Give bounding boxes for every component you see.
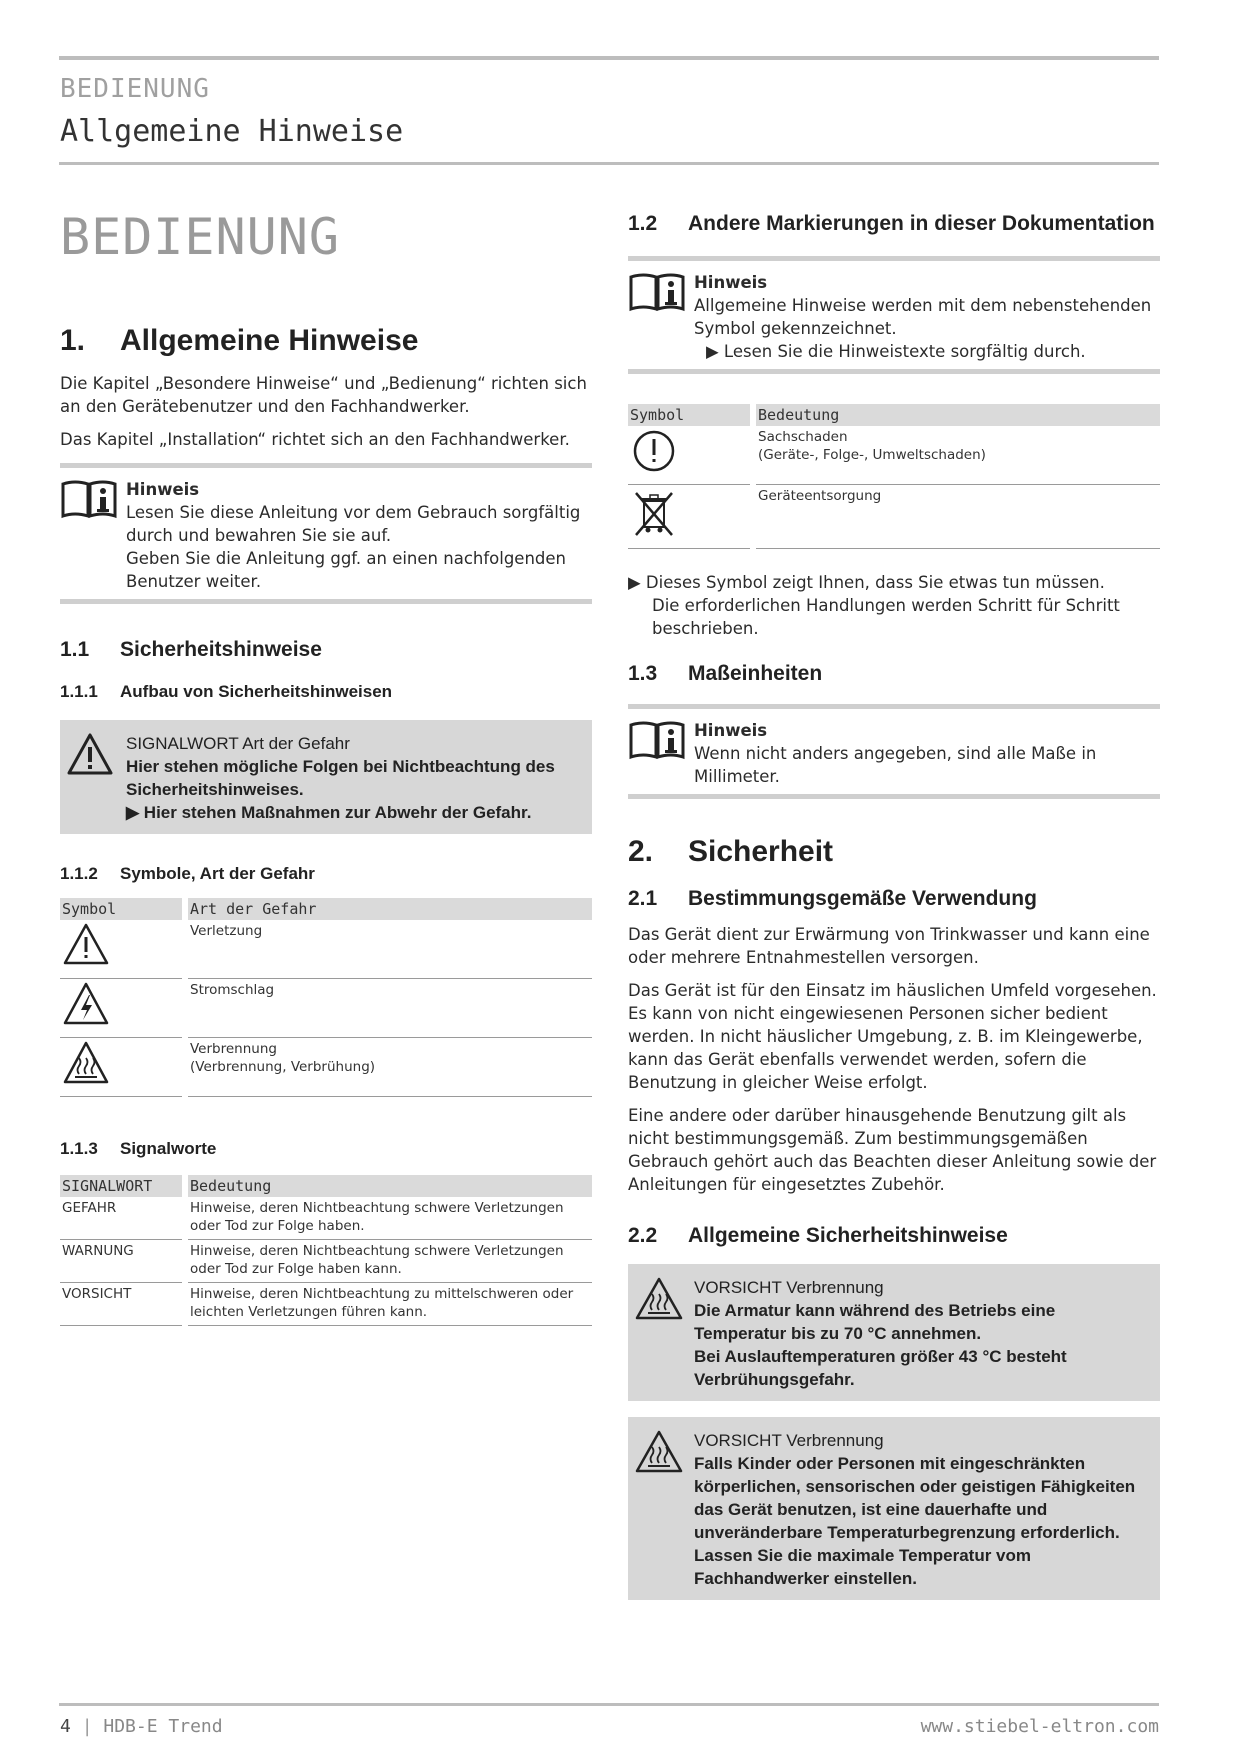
right-column (628, 200, 1160, 1600)
top-rule (59, 56, 1159, 60)
section-number: 1.2 (628, 212, 658, 235)
section-number: 2.1 (628, 887, 658, 910)
section-number: 1. (60, 324, 86, 357)
table-cell: Sachschaden (Geräte-, Folge-, Umweltschaden) (756, 426, 1160, 485)
note-title: Hinweis (126, 480, 200, 499)
note-title: Hinweis (694, 721, 768, 740)
footer-url[interactable]: www.stiebel-eltron.com (920, 1716, 1159, 1737)
note-action: ▶ Lesen Sie die Hinweistexte sorgfältig durch. (706, 342, 1086, 361)
footer-separator: | (81, 1716, 93, 1737)
section-1-1-2-heading (60, 864, 592, 884)
section-title: Aufbau von Sicherheitshinweisen (120, 682, 393, 701)
note-text: Wenn nicht anders angegeben, sind alle Maße in Millimeter. (694, 744, 1097, 786)
table-cell: Hinweise, deren Nichtbeachtung schwere Verletzungen oder Tod zur Folge haben kann. (188, 1240, 592, 1283)
section-title: Sicherheit (688, 835, 834, 868)
header-bottom-rule (59, 162, 1159, 165)
electric-shock-icon (62, 1015, 110, 1031)
table-row (60, 1283, 592, 1326)
section-title: Maßeinheiten (688, 662, 823, 685)
circle-exclamation-icon (630, 462, 678, 478)
header-title: Allgemeine Hinweise (60, 114, 404, 149)
section-number: 1.3 (628, 662, 658, 685)
section-2-2-heading (628, 1224, 1160, 1248)
caution-box (628, 1264, 1160, 1401)
section-1-heading (60, 324, 592, 358)
table-cell: Stromschlag (188, 979, 592, 1038)
paragraph: Das Gerät ist für den Einsatz im häuslichen Umfeld vorgesehen. Es kann von nicht eingewiesenen Personen sicher bedient werden. In nicht häuslicher Umgebung, z. B. im Kleingewerbe, kann das Gerät ebenfalls verwendet werden, sofern die Benutzung in gleicher Weise erfolgt. (628, 981, 1157, 1092)
table-cell: Hinweise, deren Nichtbeachtung zu mittelschweren oder leichten Verletzungen führen kann. (188, 1283, 592, 1326)
hot-surface-icon (62, 1074, 110, 1090)
warning-triangle-icon (66, 732, 126, 824)
warning-text: Bei Auslauftemperaturen größer 43 °C besteht Verbrühungsgefahr. (694, 1347, 1067, 1389)
signal-word: VORSICHT Verbrennung (694, 1278, 884, 1297)
danger-symbol-table (60, 898, 592, 1097)
table-cell: Hinweise, deren Nichtbeachtung schwere Verletzungen oder Tod zur Folge haben. (188, 1197, 592, 1240)
note-box (628, 256, 1160, 374)
hot-surface-icon (634, 1429, 694, 1590)
section-number: 1.1.3 (60, 1139, 98, 1158)
warning-exclamation-icon (62, 954, 110, 970)
hot-surface-icon (634, 1276, 694, 1391)
table-header: Symbol (628, 404, 750, 426)
signal-word: VORSICHT Verbrennung (694, 1431, 884, 1450)
table-row (60, 979, 592, 1038)
section-number: 1.1 (60, 638, 90, 661)
table-row (60, 1038, 592, 1097)
crossed-bin-icon (630, 527, 678, 543)
section-title: Allgemeine Hinweise (120, 324, 419, 357)
marking-table (628, 404, 1160, 549)
section-title: Sicherheitshinweise (120, 638, 322, 661)
paragraph: Eine andere oder darüber hinausgehende Benutzung gilt als nicht bestimmungsgemäß. Zum bestimmungsgemäßen Gebrauch gehört auch das Beachten dieser Anleitung sowie der Anleitungen für eingesetztes Zubehör. (628, 1106, 1157, 1194)
signal-word-table (60, 1175, 592, 1326)
header-section: BEDIENUNG (60, 74, 210, 104)
section-number: 2. (628, 835, 654, 868)
section-number: 1.1.2 (60, 864, 98, 883)
section-number: 1.1.1 (60, 682, 98, 701)
section-title: Allgemeine Sicherheitshinweise (688, 1224, 1008, 1247)
section-1-3-heading (628, 662, 1160, 686)
table-cell: GEFAHR (60, 1197, 182, 1240)
section-2-heading (628, 835, 1160, 869)
table-row (60, 1197, 592, 1240)
note-text: Geben Sie die Anleitung ggf. an einen nachfolgenden Benutzer weiter. (126, 549, 566, 591)
paragraph: Das Gerät dient zur Erwärmung von Trinkwasser und kann eine oder mehrere Entnahmestellen versorgen. (628, 925, 1150, 967)
page-number: 4 (60, 1716, 71, 1737)
table-row (628, 485, 1160, 549)
warning-text: Die Armatur kann während des Betriebs eine Temperatur bis zu 70 °C annehmen. (694, 1301, 1056, 1343)
table-cell: Geräteentsorgung (756, 485, 1160, 549)
table-cell: WARNUNG (60, 1240, 182, 1283)
paragraph: Das Kapitel „Installation“ richtet sich an den Fachhandwerker. (60, 430, 570, 449)
note-box (60, 463, 592, 604)
section-title: Bestimmungsgemäße Verwendung (688, 887, 1037, 910)
signal-word: SIGNALWORT Art der Gefahr (126, 734, 350, 753)
footer-rule (59, 1703, 1159, 1706)
section-2-1-heading (628, 887, 1160, 911)
section-title: Andere Markierungen in dieser Dokumentation (688, 212, 1155, 235)
table-header: Bedeutung (756, 404, 1160, 426)
warning-consequence: Hier stehen mögliche Folgen bei Nichtbeachtung des Sicherheitshinweises. (126, 757, 555, 799)
info-book-icon (628, 271, 694, 363)
section-1-1-1-heading (60, 682, 592, 702)
section-1-1-3-heading (60, 1139, 592, 1159)
warning-structure-box (60, 720, 592, 834)
table-header: Art der Gefahr (188, 898, 592, 920)
table-cell: Verletzung (188, 920, 592, 979)
section-number: 2.2 (628, 1224, 658, 1247)
table-row (628, 426, 1160, 485)
section-1-2-heading (628, 212, 1160, 236)
paragraph: Die Kapitel „Besondere Hinweise“ und „Bedienung“ richten sich an den Gerätebenutzer und den Fachhandwerker. (60, 374, 587, 416)
footer-page-info (60, 1716, 223, 1737)
warning-action: ▶ Hier stehen Maßnahmen zur Abwehr der Gefahr. (126, 803, 532, 822)
info-book-icon (628, 719, 694, 788)
table-header: SIGNALWORT (60, 1175, 182, 1197)
table-row (60, 1240, 592, 1283)
caution-box (628, 1417, 1160, 1600)
chapter-title: BEDIENUNG (60, 208, 340, 266)
table-cell: Verbrennung (Verbrennung, Verbrühung) (188, 1038, 592, 1097)
section-title: Symbole, Art der Gefahr (120, 864, 315, 883)
left-column (60, 200, 592, 1326)
action-instruction-detail: Die erforderlichen Handlungen werden Schritt für Schritt beschrieben. (652, 596, 1120, 638)
table-row (60, 920, 592, 979)
action-instruction: ▶ Dieses Symbol zeigt Ihnen, dass Sie etwas tun müssen. (628, 573, 1105, 592)
document-name: HDB-E Trend (103, 1716, 223, 1737)
note-text: Lesen Sie diese Anleitung vor dem Gebrauch sorgfältig durch und bewahren Sie sie auf. (126, 503, 581, 545)
table-header: Symbol (60, 898, 182, 920)
section-title: Signalworte (120, 1139, 217, 1158)
section-1-1-heading (60, 638, 592, 662)
table-cell: VORSICHT (60, 1283, 182, 1326)
note-box (628, 704, 1160, 799)
table-header: Bedeutung (188, 1175, 592, 1197)
note-title: Hinweis (694, 273, 768, 292)
warning-text: Falls Kinder oder Personen mit eingeschränkten körperlichen, sensorischen oder geistigen Fähigkeiten das Gerät benutzen, ist eine dauerhafte und unveränderbare Temperaturbegrenzung erforderlich. Lassen Sie die maximale Temperatur vom Fachhandwerker einstellen. (694, 1454, 1136, 1588)
note-text: Allgemeine Hinweise werden mit dem nebenstehenden Symbol gekennzeichnet. (694, 296, 1152, 338)
info-book-icon (60, 478, 126, 593)
